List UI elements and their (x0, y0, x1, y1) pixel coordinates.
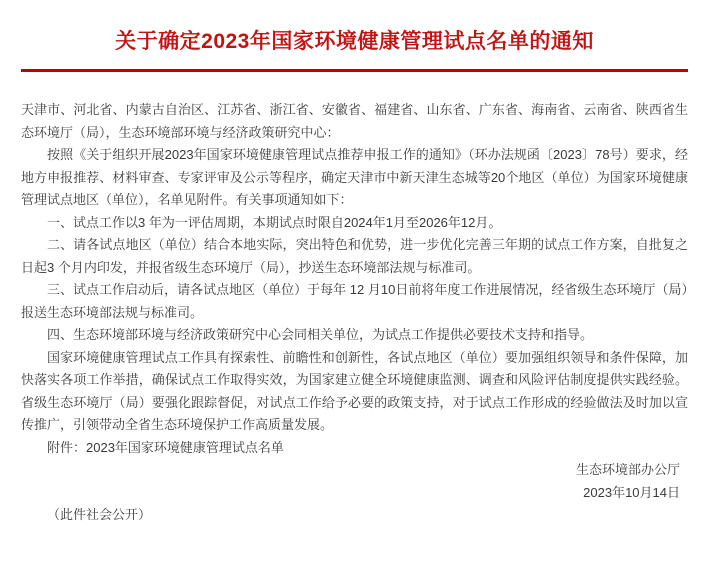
attachment-line: 附件：2023年国家环境健康管理试点名单 (47, 439, 284, 455)
item-4: 四、生态环境部环境与经济政策研究中心会同相关单位，为试点工作提供必要技术支持和指导。 (47, 327, 594, 342)
intro-paragraph: 按照《关于组织开展2023年国家环境健康管理试点推荐申报工作的通知》（环办法规函〔2023〕78号）要求，经地方申报推荐、材料审查、专家评审及公示等程序，确定天津市中新天津生态城等20个地区（单位）为国家环境健康管理试点地区（单位），名单见附件。有关事项通知如下： (21, 147, 688, 207)
item-1: 一、试点工作以3 年为一评估周期，本期试点时限自2024年1月至2026年12月。 (47, 214, 502, 230)
closing-paragraph: 国家环境健康管理试点工作具有探索性、前瞻性和创新性，各试点地区（单位）要加强组织领导和条件保障，加快落实各项工作举措，确保试点工作取得实效，为国家建立健全环境健康监测、调查和风险评估制度提供实践经验。省级生态环境厅（局）要强化跟踪督促，对试点工作给予必要的政策支持，对于试点工作形成的经验做法及时加以宣传推广，引领带动全省生态环境保护工作高质量发展。 (21, 349, 688, 432)
notice-document (0, 28, 709, 571)
notice-body (21, 99, 688, 527)
public-disclosure-note: （此件社会公开） (47, 507, 152, 522)
paragraph-list (21, 99, 688, 459)
issuer-signature: 生态环境部办公厅 (575, 462, 680, 477)
issue-date: 2023年10月14日 (583, 484, 680, 500)
item-3: 三、试点工作启动后，请各试点地区（单位）于每年 12 月10日前将年度工作进展情况，经省级生态环境厅（局）报送生态环境部法规与标准司。 (21, 282, 688, 320)
item-2: 二、请各试点地区（单位）结合本地实际，突出特色和优势，进一步优化完善三年期的试点工作方案，自批复之日起3 个月内印发，并报省级生态环境厅（局），抄送生态环境部法规与标准司。 (21, 237, 688, 275)
title-divider (21, 69, 688, 72)
salutation: 天津市、河北省、内蒙古自治区、江苏省、浙江省、安徽省、福建省、山东省、广东省、海南省、云南省、陕西省生态环境厅（局），生态环境部环境与经济政策研究中心： (21, 102, 688, 140)
page-title: 关于确定2023年国家环境健康管理试点名单的通知 (115, 30, 594, 53)
